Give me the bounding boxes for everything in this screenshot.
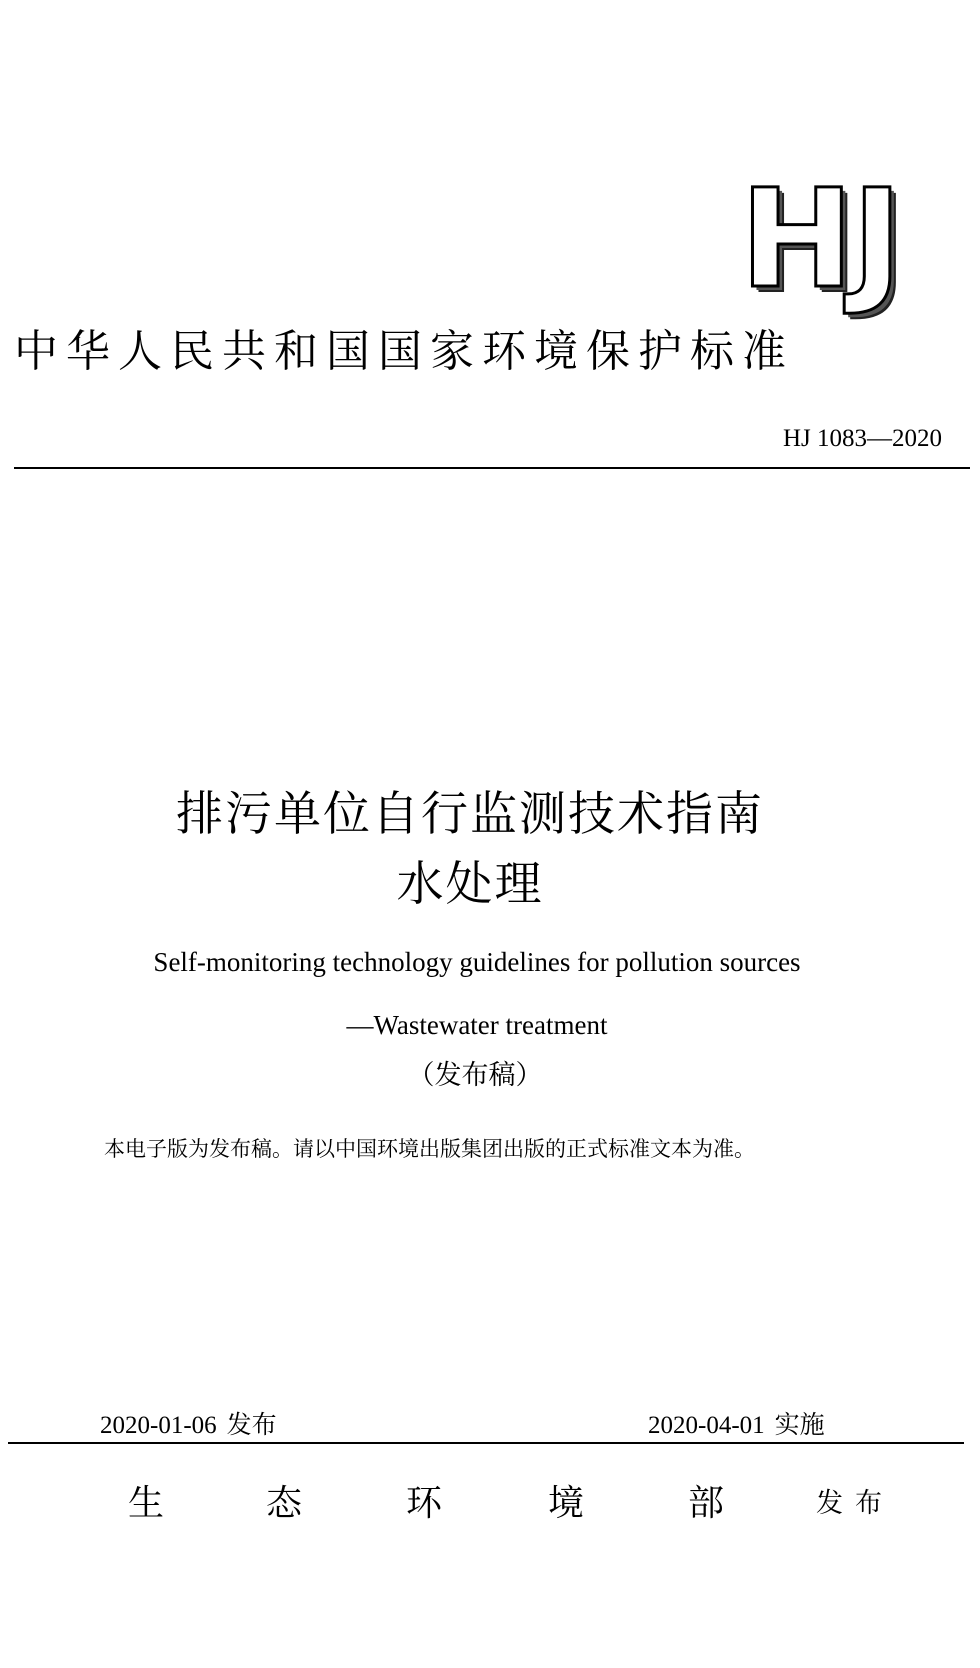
top-divider [14, 467, 970, 469]
issuer-char: 生 [128, 1483, 165, 1524]
bottom-divider [8, 1442, 964, 1444]
draft-label: （发布稿） [407, 1060, 543, 1091]
edition-note: 本电子版为发布稿。请以中国环境出版集团出版的正式标准文本为准。 [104, 1137, 755, 1161]
issuer-char: 部 [688, 1483, 725, 1524]
publish-date: 2020-01-06 [100, 1412, 217, 1439]
national-standard-heading: 中华人民共和国国家环境保护标准 [14, 326, 794, 377]
document-title: 排污单位自行监测技术指南 [176, 787, 764, 842]
implement-label: 实施 [774, 1410, 825, 1439]
issuer-char: 境 [548, 1483, 585, 1524]
document-subtitle: 水处理 [396, 857, 544, 912]
issuer-char: 环 [406, 1483, 443, 1524]
english-subtitle: —Wastewater treatment [346, 1010, 608, 1040]
issuer-char: 态 [266, 1483, 303, 1524]
hj-logo: HJ [740, 161, 901, 319]
english-title: Self-monitoring technology guidelines for pollution sources [153, 947, 801, 977]
publish-date-line [100, 1408, 277, 1443]
implement-date: 2020-04-01 [648, 1412, 765, 1439]
publish-label: 发布 [226, 1410, 277, 1439]
standard-number: HJ 1083—2020 [782, 425, 942, 452]
implement-date-line [648, 1408, 825, 1443]
issue-verb: 发布 [816, 1488, 894, 1519]
